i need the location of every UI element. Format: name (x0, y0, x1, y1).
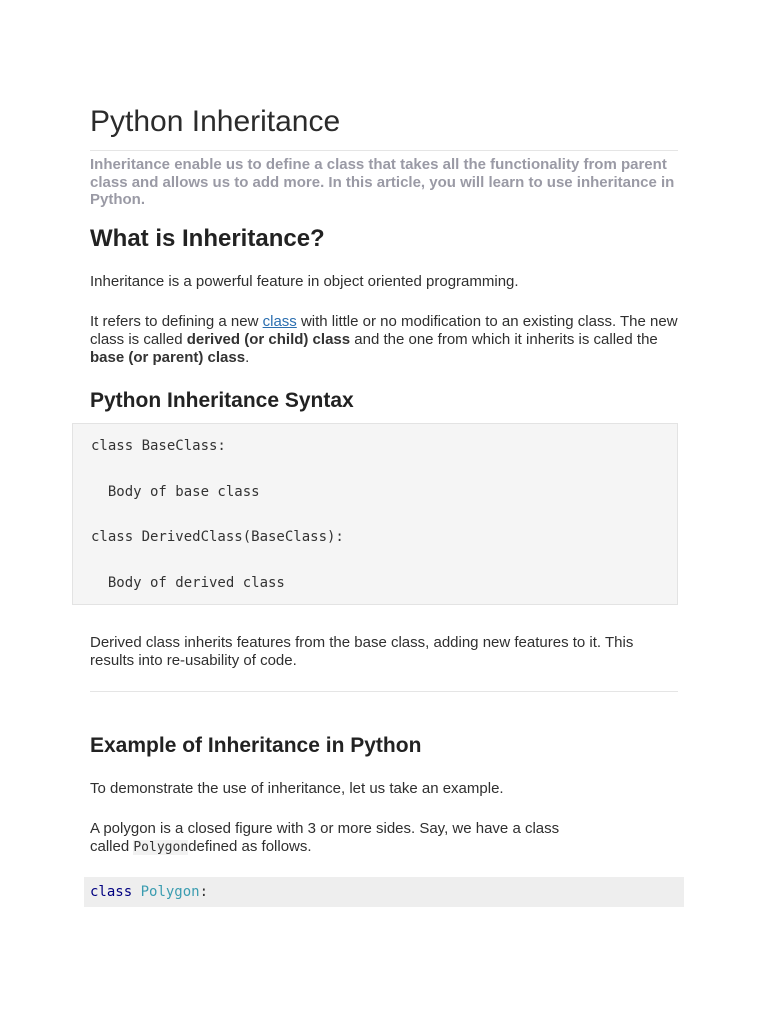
derived-class-term: derived (or child) class (186, 331, 351, 348)
example-paragraph-1: To demonstrate the use of inheritance, let us take an example. (90, 780, 504, 797)
text-span: . (245, 349, 250, 366)
text-span: It refers to defining a new (90, 313, 263, 330)
what-is-heading: What is Inheritance? (90, 224, 325, 252)
class-link[interactable]: class (262, 313, 297, 330)
code-line: Body of base class (91, 483, 260, 500)
text-span: defined as follows. (188, 838, 312, 855)
syntax-heading: Python Inheritance Syntax (90, 389, 354, 412)
example-heading: Example of Inheritance in Python (90, 734, 422, 757)
syntax-code-block (72, 423, 678, 605)
code-class-name: Polygon (140, 884, 200, 900)
polygon-inline-code: Polygon (133, 840, 189, 855)
section-divider (90, 691, 678, 692)
what-is-paragraph-1: Inheritance is a powerful feature in object oriented programming. (90, 273, 519, 290)
code-punctuation: : (199, 884, 209, 900)
polygon-code-snippet (84, 877, 684, 907)
article-header (90, 104, 678, 253)
text-span: A polygon is a closed figure with 3 or more sides. Say, we have a class called (90, 820, 560, 855)
example-paragraph-2 (90, 820, 570, 857)
page-title: Python Inheritance (90, 104, 678, 151)
text-span: and the one from which it inherits is called the (350, 331, 658, 348)
code-line: class BaseClass: (91, 438, 226, 454)
code-keyword: class (90, 884, 133, 900)
base-class-term: base (or parent) class (90, 349, 246, 366)
syntax-explanation: Derived class inherits features from the base class, adding new features to it. This results into re-usability of code. (90, 634, 634, 669)
code-line: class DerivedClass(BaseClass): (91, 529, 344, 545)
article-lead: Inheritance enable us to define a class that takes all the functionality from parent class and allows us to add more. In this article, you will learn to use inheritance in Python. (90, 156, 675, 208)
code-line: Body of derived class (91, 574, 285, 591)
what-is-paragraph-2 (90, 313, 678, 367)
text-span: with little or no modification to an existing class. The new class is called (90, 313, 678, 348)
